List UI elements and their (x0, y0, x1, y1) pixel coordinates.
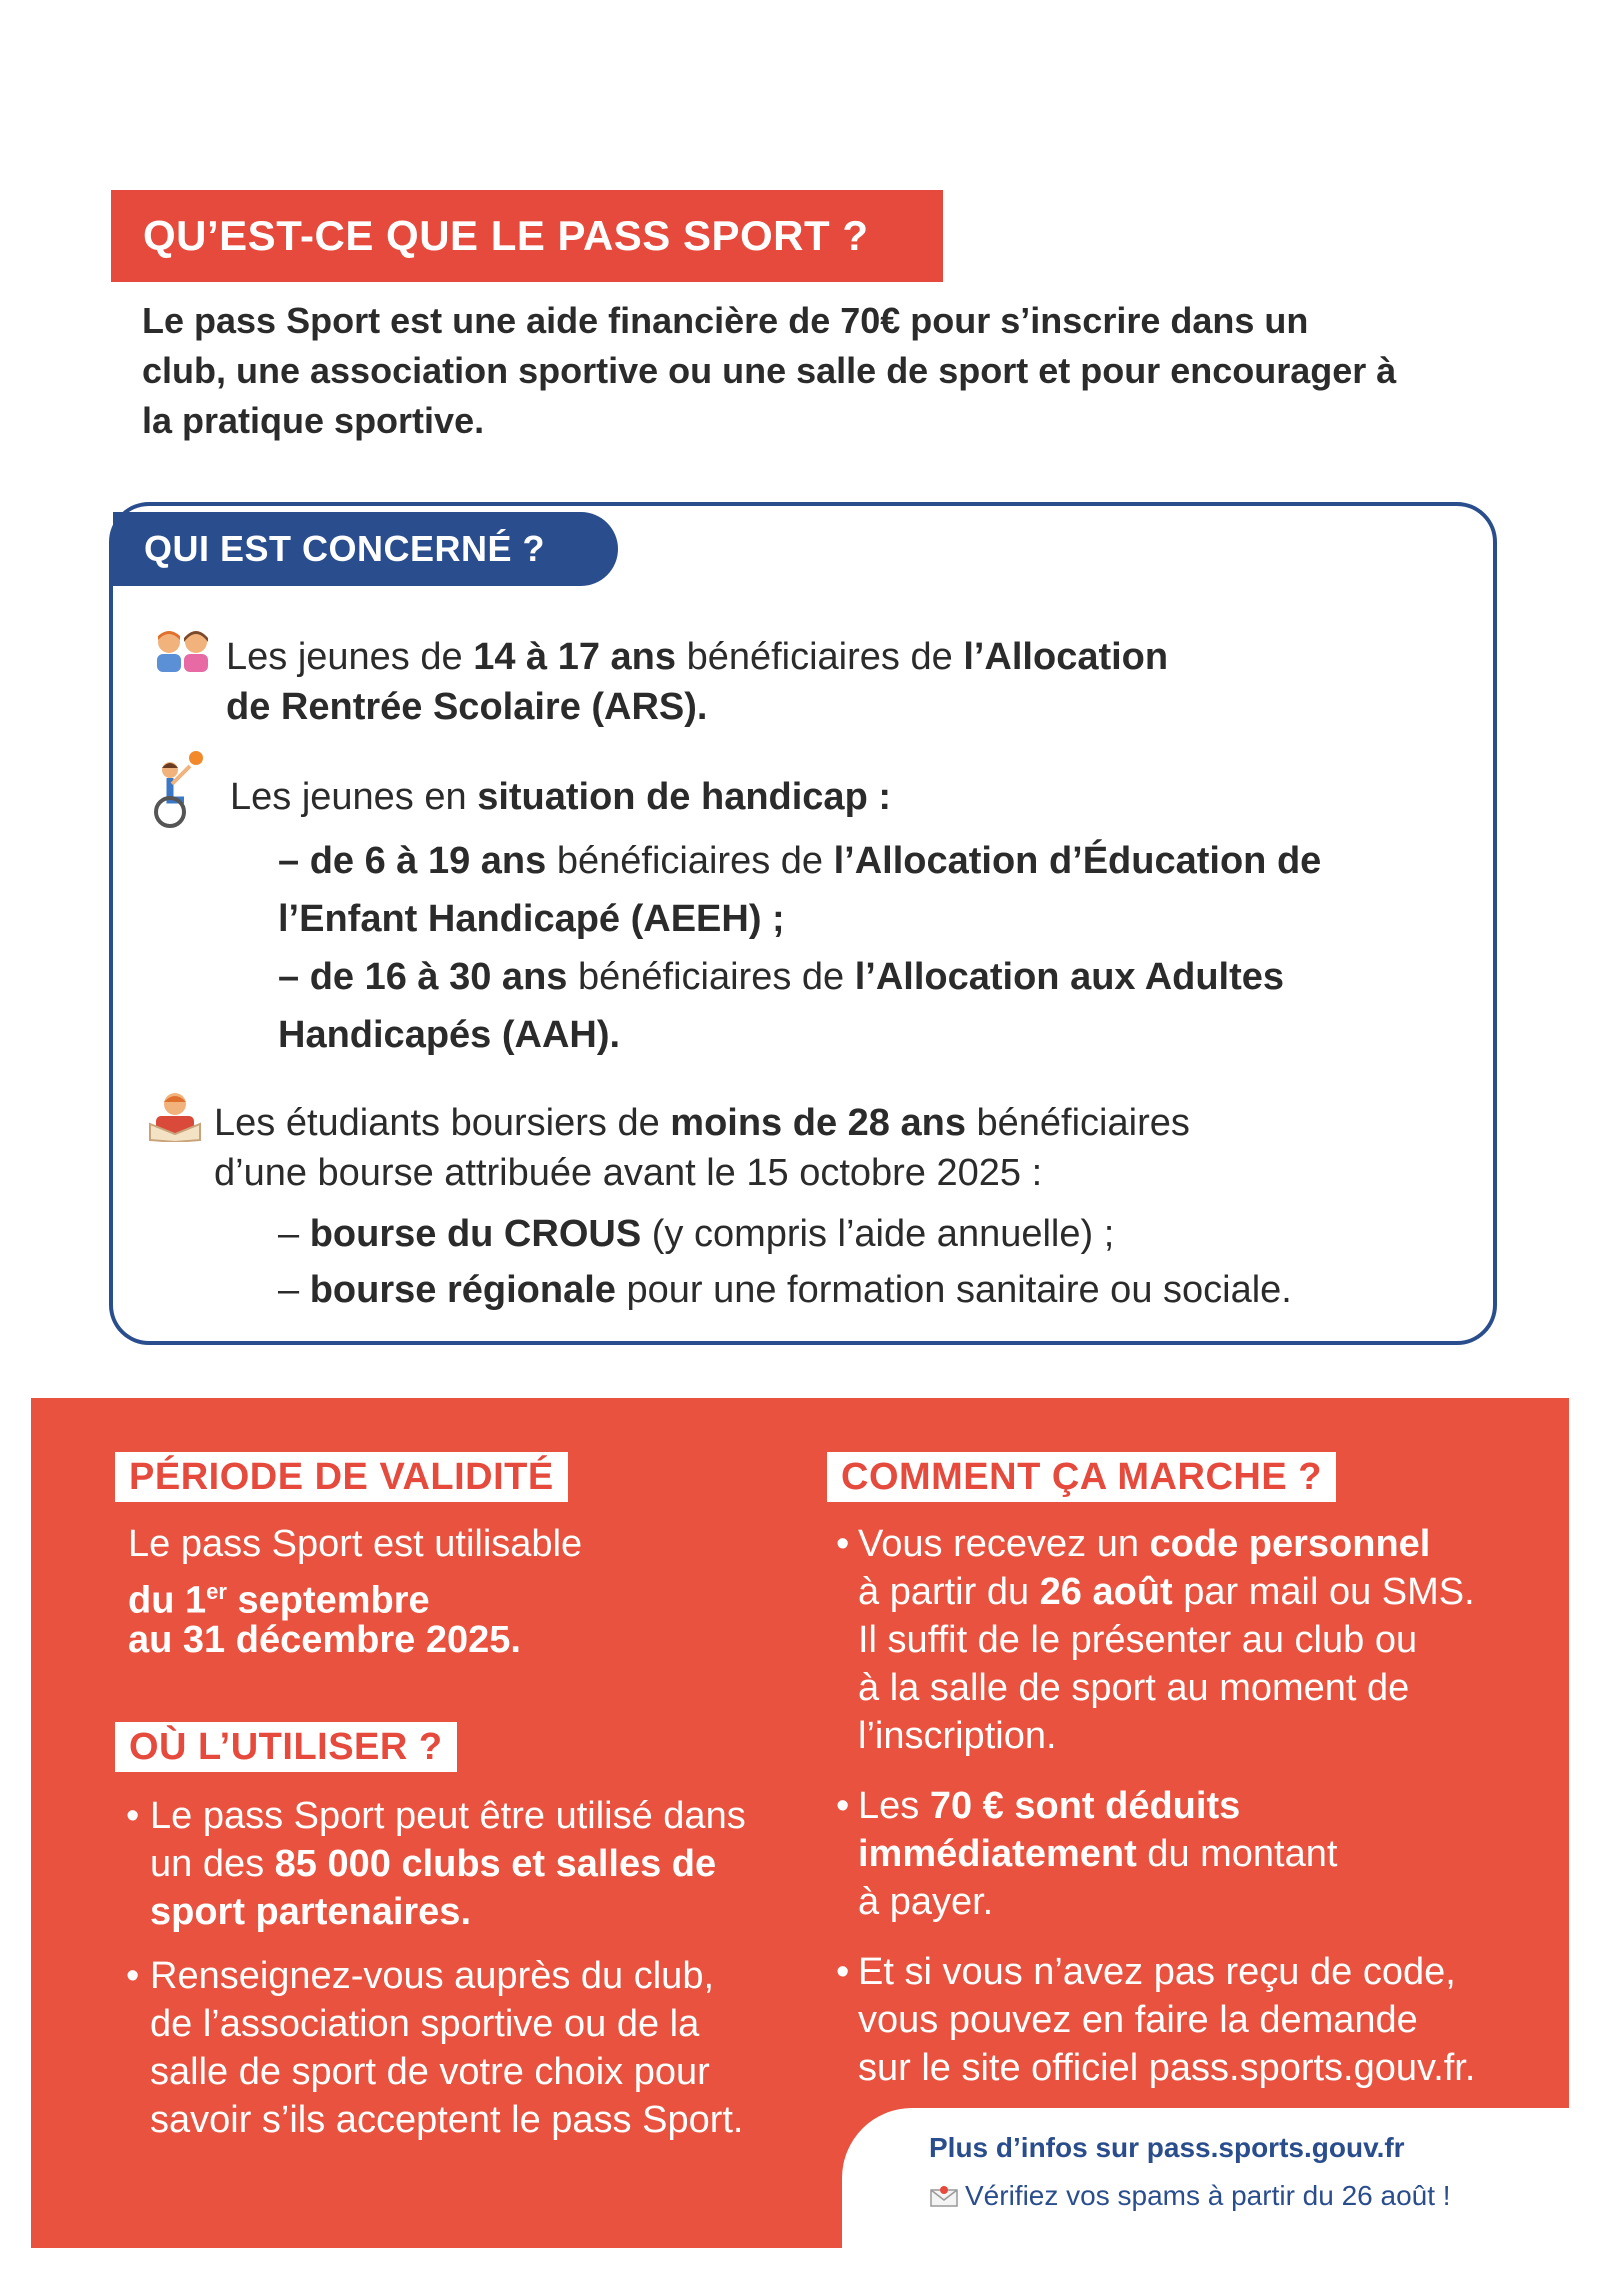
how-b2-line1: Les 70 € sont déduits (858, 1785, 1241, 1827)
section-title-what: QU’EST-CE QUE LE PASS SPORT ? (111, 190, 943, 282)
bullet: • (836, 1785, 850, 1827)
how-b1-line3: Il suffit de le présenter au club ou (858, 1619, 1418, 1661)
spam-notice: Vérifiez vos spams à partir du 26 août ! (929, 2176, 1451, 2216)
bullet: • (836, 1951, 850, 1993)
item2-sub1-line1: – de 6 à 19 ans bénéficiaires de l’Allocation d’Éducation de (278, 840, 1322, 882)
children-icon (152, 628, 214, 672)
item1-line1: Les jeunes de 14 à 17 ans bénéficiaires de l’Allocation (226, 636, 1169, 678)
where-b1-line3: sport partenaires. (150, 1891, 471, 1933)
validity-line1: Le pass Sport est utilisable (128, 1523, 583, 1565)
where-b2-line2: de l’association sportive ou de la (150, 2003, 700, 2045)
how-b2-line2: immédiatement du montant (858, 1833, 1338, 1875)
section-title-how: COMMENT ÇA MARCHE ? (827, 1452, 1336, 1502)
validity-line3: au 31 décembre 2025. (128, 1619, 521, 1661)
wheelchair-basketball-icon (148, 750, 208, 830)
bullet: • (836, 1523, 850, 1565)
bullet: • (126, 1955, 140, 1997)
item3-line1: Les étudiants boursiers de moins de 28 ans bénéficiaires (214, 1102, 1190, 1144)
intro-text: Le pass Sport est une aide financière de 70€ pour s’inscrire dans un club, une association sportive ou une salle de sport et pour encourager à la pratique sportive. (142, 300, 1397, 441)
item3-sub2: – bourse régionale pour une formation sanitaire ou sociale. (278, 1269, 1292, 1311)
bullet: • (126, 1795, 140, 1837)
item3-line2: d’une bourse attribuée avant le 15 octobre 2025 : (214, 1152, 1043, 1194)
how-b1-line5: l’inscription. (858, 1715, 1057, 1757)
info-link[interactable]: Plus d’infos sur pass.sports.gouv.fr (929, 2132, 1405, 2163)
item2-sub2-line1: – de 16 à 30 ans bénéficiaires de l’Allocation aux Adultes (278, 956, 1285, 998)
item1-line2: de Rentrée Scolaire (ARS). (226, 686, 708, 728)
item3-sub1: – bourse du CROUS (y compris l’aide annuelle) ; (278, 1213, 1115, 1255)
envelope-icon (929, 2184, 959, 2208)
item2-line1: Les jeunes en situation de handicap : (230, 776, 891, 818)
where-b1-line1: Le pass Sport peut être utilisé dans (150, 1795, 746, 1837)
how-b1-line4: à la salle de sport au moment de (858, 1667, 1410, 1709)
where-b2-line1: Renseignez-vous auprès du club, (150, 1955, 715, 1997)
section-title-validity: PÉRIODE DE VALIDITÉ (115, 1452, 568, 1502)
item2-sub1-line2: l’Enfant Handicapé (AEEH) ; (278, 898, 785, 940)
section-title-where: OÙ L’UTILISER ? (115, 1722, 457, 1772)
where-b2-line4: savoir s’ils acceptent le pass Sport. (150, 2099, 744, 2141)
how-b1-line2: à partir du 26 août par mail ou SMS. (858, 1571, 1475, 1613)
how-b3-line1: Et si vous n’avez pas reçu de code, (858, 1951, 1456, 1993)
how-b1-line1: Vous recevez un code personnel (858, 1523, 1431, 1565)
student-reading-icon (146, 1090, 204, 1142)
how-b3-line3: sur le site officiel pass.sports.gouv.fr. (858, 2047, 1476, 2089)
how-b2-line3: à payer. (858, 1881, 994, 1923)
where-b2-line3: salle de sport de votre choix pour (150, 2051, 710, 2093)
how-b3-line2: vous pouvez en faire la demande (858, 1999, 1418, 2041)
section-title-who: QUI EST CONCERNÉ ? (113, 512, 618, 586)
where-b1-line2: un des 85 000 clubs et salles de (150, 1843, 717, 1885)
validity-line2: du 1er septembre (128, 1579, 430, 1622)
item2-sub2-line2: Handicapés (AAH). (278, 1014, 621, 1056)
